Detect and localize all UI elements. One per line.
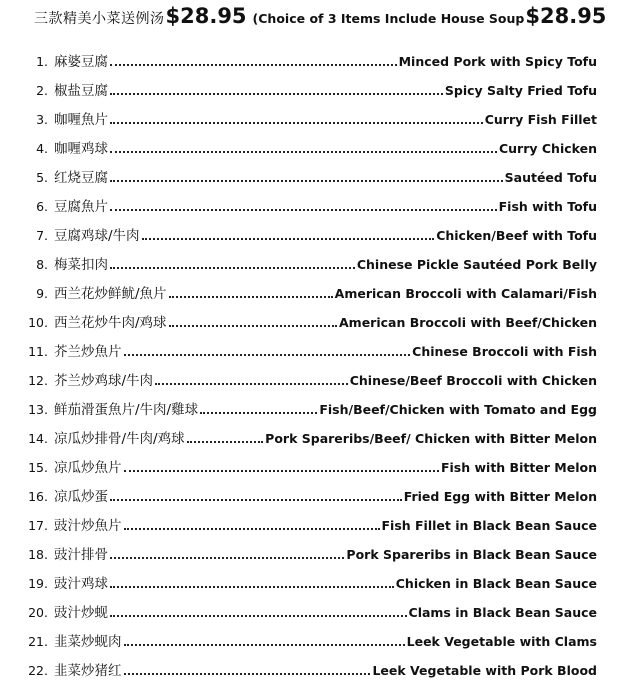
item-english-name: Chicken in Black Bean Sauce — [395, 576, 597, 591]
item-number: 1. — [36, 54, 48, 69]
dot-leader — [110, 499, 402, 501]
dot-leader — [110, 93, 443, 95]
item-english-name: Chicken/Beef with Tofu — [436, 228, 597, 243]
dot-leader — [110, 180, 503, 182]
item-number: 11. — [28, 344, 48, 359]
dot-leader — [200, 412, 317, 414]
item-number: 17. — [28, 518, 48, 533]
menu-item — [0, 369, 627, 398]
item-chinese-name: 咖喱魚片 — [54, 112, 108, 128]
item-number: 22. — [28, 663, 48, 678]
menu-item — [0, 195, 627, 224]
item-english-name: Clams in Black Bean Sauce — [408, 605, 597, 620]
item-chinese-name: 豉汁鸡球 — [54, 576, 108, 592]
item-english-name: Fish Fillet in Black Bean Sauce — [381, 518, 597, 533]
menu-item — [0, 50, 627, 79]
item-english-name: Leek Vegetable with Pork Blood — [372, 663, 597, 678]
menu-item — [0, 659, 627, 688]
menu-item-list — [0, 50, 627, 688]
item-chinese-name: 凉瓜炒排骨/牛肉/鸡球 — [54, 431, 185, 447]
menu-item — [0, 572, 627, 601]
item-english-name: Sautéed Tofu — [504, 170, 597, 185]
item-english-name: American Broccoli with Calamari/Fish — [334, 286, 597, 301]
item-number: 3. — [36, 112, 48, 127]
menu-item — [0, 427, 627, 456]
item-number: 19. — [28, 576, 48, 591]
item-chinese-name: 豆腐鸡球/牛肉 — [54, 228, 140, 244]
item-number: 15. — [28, 460, 48, 475]
item-chinese-name: 梅菜扣肉 — [54, 257, 108, 273]
item-chinese-name: 凉瓜炒蛋 — [54, 489, 108, 505]
item-chinese-name: 凉瓜炒魚片 — [54, 460, 122, 476]
item-number: 5. — [36, 170, 48, 185]
menu-item — [0, 630, 627, 659]
header-price-right: $28.95 — [525, 4, 607, 28]
item-number: 18. — [28, 547, 48, 562]
dot-leader — [110, 64, 397, 66]
item-number: 8. — [36, 257, 48, 272]
item-chinese-name: 豉汁炒魚片 — [54, 518, 122, 534]
dot-leader — [155, 383, 348, 385]
item-chinese-name: 豉汁炒蚬 — [54, 605, 108, 621]
item-chinese-name: 豉汁排骨 — [54, 547, 108, 563]
item-chinese-name: 西兰花炒鲜鱿/魚片 — [54, 286, 167, 302]
item-chinese-name: 红烧豆腐 — [54, 170, 108, 186]
dot-leader — [110, 151, 497, 153]
menu-item — [0, 166, 627, 195]
menu-item — [0, 456, 627, 485]
dot-leader — [124, 644, 405, 646]
item-number: 4. — [36, 141, 48, 156]
dot-leader — [124, 354, 411, 356]
item-english-name: Spicy Salty Fried Tofu — [444, 83, 597, 98]
item-english-name: Fried Egg with Bitter Melon — [403, 489, 597, 504]
item-english-name: Curry Fish Fillet — [484, 112, 597, 127]
dot-leader — [142, 238, 435, 240]
dot-leader — [124, 673, 371, 675]
item-chinese-name: 咖喱鸡球 — [54, 141, 108, 157]
item-number: 20. — [28, 605, 48, 620]
item-number: 6. — [36, 199, 48, 214]
item-number: 12. — [28, 373, 48, 388]
item-english-name: Chinese/Beef Broccoli with Chicken — [349, 373, 597, 388]
menu-item — [0, 79, 627, 108]
menu-item — [0, 485, 627, 514]
item-number: 16. — [28, 489, 48, 504]
menu-item — [0, 137, 627, 166]
menu-item — [0, 282, 627, 311]
item-number: 9. — [36, 286, 48, 301]
item-english-name: Chinese Broccoli with Fish — [412, 344, 597, 359]
dot-leader — [110, 267, 355, 269]
dot-leader — [110, 615, 407, 617]
dot-leader — [110, 586, 394, 588]
item-english-name: American Broccoli with Beef/Chicken — [339, 315, 597, 330]
item-number: 2. — [36, 83, 48, 98]
header-price-left: $28.95 — [165, 4, 247, 28]
item-number: 21. — [28, 634, 48, 649]
item-chinese-name: 椒盐豆腐 — [54, 83, 108, 99]
item-english-name: Fish with Tofu — [498, 199, 597, 214]
item-chinese-name: 芥兰炒鸡球/牛肉 — [54, 373, 154, 389]
item-english-name: Chinese Pickle Sautéed Pork Belly — [356, 257, 597, 272]
dot-leader — [124, 470, 439, 472]
menu-item — [0, 340, 627, 369]
menu-item — [0, 398, 627, 427]
dot-leader — [169, 296, 333, 298]
dot-leader — [110, 209, 497, 211]
item-english-name: Fish/Beef/Chicken with Tomato and Egg — [319, 402, 597, 417]
item-chinese-name: 韭菜炒蚬肉 — [54, 634, 122, 650]
item-english-name: Pork Spareribs in Black Bean Sauce — [346, 547, 597, 562]
menu-header — [34, 4, 619, 30]
menu-item — [0, 311, 627, 340]
header-chinese-title: 三款精美小菜送例汤 — [34, 11, 165, 27]
item-number: 7. — [36, 228, 48, 243]
menu-item — [0, 543, 627, 572]
dot-leader — [187, 441, 264, 443]
item-number: 10. — [28, 315, 48, 330]
item-english-name: Leek Vegetable with Clams — [406, 634, 597, 649]
dot-leader — [110, 122, 483, 124]
dot-leader — [110, 557, 344, 559]
item-chinese-name: 西兰花炒牛肉/鸡球 — [54, 315, 167, 331]
menu-item — [0, 514, 627, 543]
item-chinese-name: 麻婆豆腐 — [54, 54, 108, 70]
item-chinese-name: 豆腐魚片 — [54, 199, 108, 215]
item-number: 14. — [28, 431, 48, 446]
item-english-name: Curry Chicken — [498, 141, 597, 156]
header-english-title: (Choice of 3 Items Include House Soup — [252, 11, 525, 26]
item-chinese-name: 芥兰炒魚片 — [54, 344, 122, 360]
menu-item — [0, 253, 627, 282]
menu-item — [0, 224, 627, 253]
item-chinese-name: 韭菜炒猪红 — [54, 663, 122, 679]
item-english-name: Pork Spareribs/Beef/ Chicken with Bitter Melon — [265, 431, 597, 446]
item-english-name: Fish with Bitter Melon — [440, 460, 597, 475]
item-chinese-name: 鲜茄滑蛋魚片/牛肉/雞球 — [54, 402, 199, 418]
item-english-name: Minced Pork with Spicy Tofu — [398, 54, 597, 69]
menu-item — [0, 601, 627, 630]
menu-item — [0, 108, 627, 137]
dot-leader — [169, 325, 337, 327]
dot-leader — [124, 528, 380, 530]
item-number: 13. — [28, 402, 48, 417]
